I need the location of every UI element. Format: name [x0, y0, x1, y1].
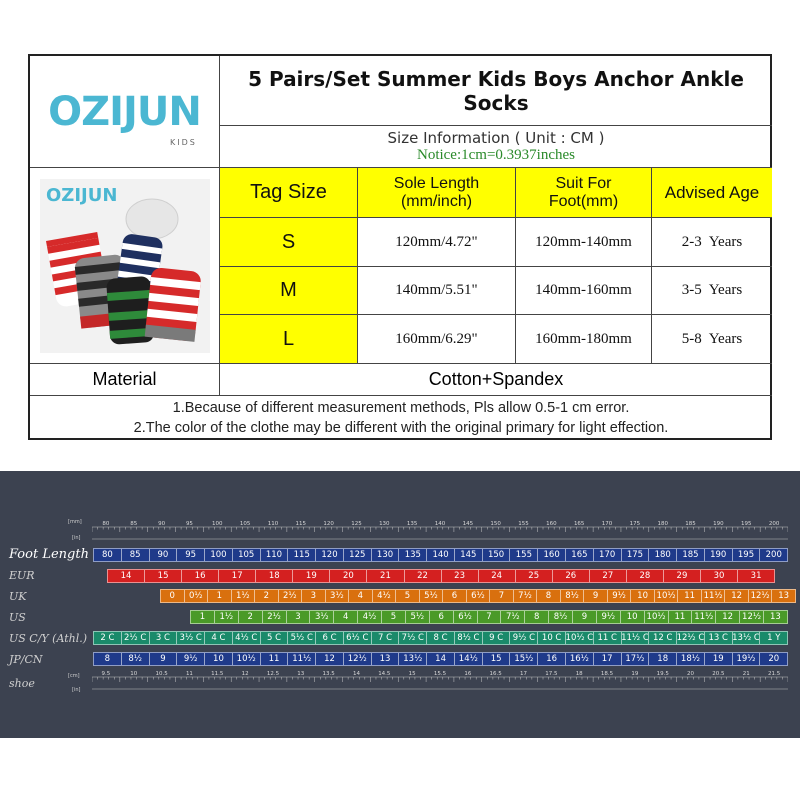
band-cell: 8½ C: [455, 632, 483, 644]
band-cell: 14: [108, 570, 145, 582]
band-cell: 6½: [467, 590, 491, 602]
band-cell: 12½: [749, 590, 773, 602]
ruler-label: 105: [239, 521, 251, 527]
band-cell: 18: [649, 653, 677, 665]
ruler-label: 15.5: [433, 671, 447, 677]
brand-logo: [48, 88, 201, 147]
band-cell: 9: [150, 653, 178, 665]
band-cell: 185: [677, 549, 705, 561]
product-photo: [40, 179, 210, 353]
age-l: 5-8 Years: [652, 315, 772, 364]
sole-length-l: 160mm/6.29": [358, 315, 516, 364]
band-cell: 17½: [622, 653, 650, 665]
band-cell: 8: [94, 653, 122, 665]
ruler-label: 85: [130, 521, 138, 527]
brand-logo-sub: KIDS: [170, 137, 197, 147]
size-info-notice: Notice:1cm=0.3937inches: [416, 147, 575, 163]
ruler-label: 185: [685, 521, 696, 527]
ruler-label: 170: [601, 521, 613, 527]
ruler-label: 10.5: [155, 671, 168, 677]
band-cell: 7½: [514, 590, 538, 602]
ruler-label: 13.5: [322, 671, 335, 677]
ruler-label: 175: [629, 521, 641, 527]
band-cell: 12½ C: [677, 633, 705, 643]
band-cell: 110: [261, 549, 289, 561]
band-cell: 12 C: [649, 632, 677, 644]
band-cell: 12½: [344, 653, 372, 665]
band-cell: 15: [483, 653, 511, 665]
header-suit-foot: Suit For Foot(mm): [516, 168, 652, 218]
band-cell: 1 Y: [767, 633, 781, 643]
material-value: Cotton+Spandex: [220, 364, 772, 396]
ruler-label: 12.5: [266, 671, 280, 677]
band-us-cy: [93, 631, 788, 645]
band-cell: 1½: [215, 611, 239, 623]
band-cell: 25: [516, 570, 553, 582]
label-uk: UK: [9, 590, 27, 603]
band-cell: 200: [765, 550, 782, 560]
band-cell: 8½: [561, 590, 585, 602]
ruler-label: 135: [406, 521, 418, 527]
ruler-label: 190: [713, 521, 724, 527]
band-cell: 11 C: [594, 632, 622, 644]
band-cell: 8½: [122, 653, 150, 665]
age-s: 2-3 Years: [652, 218, 772, 267]
band-cell: 175: [622, 549, 650, 561]
label-us-cy: US C/Y (Athl.): [9, 632, 88, 645]
foot-range-m: 140mm-160mm: [516, 267, 652, 315]
ruler-label: 120: [323, 521, 334, 527]
band-cell: 16: [182, 570, 219, 582]
band-cell: 16½: [566, 653, 594, 665]
band-cell: 2½ C: [122, 632, 150, 644]
band-cell: 80: [94, 549, 122, 561]
band-jp-cn: [93, 652, 788, 666]
band-cell: 10: [631, 590, 655, 602]
band-cell: 22: [405, 570, 442, 582]
band-cell: 19: [705, 653, 733, 665]
ruler-label: 200: [768, 521, 780, 527]
ruler-label: 160: [546, 521, 557, 527]
band-cell: 11½ C: [621, 633, 649, 643]
ruler-label: 21.5: [767, 671, 781, 677]
band-cell: 10½ C: [566, 633, 594, 643]
band-cell: 19: [293, 570, 330, 582]
band-cell: 15: [145, 570, 182, 582]
band-cell: 28: [627, 570, 664, 582]
band-cell: 7: [490, 590, 514, 602]
band-cell: 8: [537, 590, 561, 602]
band-cell: 12: [316, 653, 344, 665]
ruler-label: 155: [518, 521, 529, 527]
band-cell: 5 C: [261, 632, 289, 644]
size-tag-s: S: [220, 218, 358, 267]
ruler-label: 13: [297, 671, 305, 677]
ruler-label: 16: [464, 671, 472, 677]
band-cell: 12½: [740, 611, 764, 623]
band-cell: 7: [478, 611, 502, 623]
ruler-label: 16.5: [489, 671, 502, 677]
band-cell: 170: [594, 549, 622, 561]
band-cell: 26: [553, 570, 590, 582]
band-cell: 5: [382, 611, 406, 623]
band-cell: 90: [150, 549, 178, 561]
band-cell: 1: [208, 590, 232, 602]
bottom-ruler-unit-cm: [cm]: [68, 673, 80, 679]
band-cell: 4½ C: [233, 632, 261, 644]
ruler-label: 90: [158, 521, 166, 527]
band-cell: 4: [334, 611, 358, 623]
band-cell: 2: [255, 590, 279, 602]
band-cell: 10: [205, 653, 233, 665]
photo-logo: OZIJUN: [45, 184, 117, 206]
band-cell: 11: [261, 653, 289, 665]
band-cell: 17: [219, 570, 256, 582]
band-cell: 19½: [733, 653, 761, 665]
bottom-ruler-ticks: [92, 671, 788, 699]
brand-logo-cell: [30, 56, 220, 168]
band-cell: 100: [205, 549, 233, 561]
band-cell: 11: [678, 590, 702, 602]
ruler-label: 9.5: [101, 671, 111, 677]
header-advised-age: Advised Age: [652, 168, 772, 218]
band-cell: 190: [705, 549, 733, 561]
ruler-label: 14: [352, 671, 360, 677]
ruler-label: 80: [102, 521, 110, 527]
size-info: [220, 126, 772, 168]
band-cell: 10½: [655, 590, 679, 602]
band-cell: 125: [344, 549, 372, 561]
band-cell: 2: [239, 611, 263, 623]
band-cell: 180: [649, 549, 677, 561]
band-cell: 12: [716, 611, 740, 623]
band-cell: 14½: [455, 653, 483, 665]
band-cell: 2½: [263, 611, 287, 623]
band-cell: 5½ C: [288, 632, 316, 644]
band-cell: 165: [566, 549, 594, 561]
band-cell: 3½ C: [177, 632, 205, 644]
ruler-label: 180: [657, 521, 668, 527]
band-cell: 12: [725, 590, 749, 602]
band-cell: 9: [573, 611, 597, 623]
ruler-label: 20: [687, 671, 695, 677]
note-2: 2.The color of the clothe may be different with the original primary for light effection.: [133, 420, 669, 436]
ruler-label: 21: [742, 671, 750, 677]
ruler-label: 95: [185, 521, 193, 527]
ruler-label: 165: [573, 521, 585, 527]
band-cell: 130: [372, 549, 400, 561]
band-cell: 9½ C: [510, 632, 538, 644]
bottom-ruler: [92, 671, 788, 699]
band-cell: 31: [750, 571, 762, 581]
band-cell: 10: [621, 611, 645, 623]
bottom-ruler-unit-in: [in]: [72, 687, 81, 693]
band-cell: 23: [442, 570, 479, 582]
band-cell: 145: [455, 549, 483, 561]
socks-illustration: [40, 179, 210, 353]
band-cell: 3 C: [150, 632, 178, 644]
foot-range-l: 160mm-180mm: [516, 315, 652, 364]
band-cell: 140: [427, 549, 455, 561]
band-cell: 13½: [399, 653, 427, 665]
label-us: US: [9, 611, 26, 624]
band-cell: 18: [256, 570, 293, 582]
band-cell: 105: [233, 549, 261, 561]
band-cell: 6½: [454, 611, 478, 623]
band-cell: 11½: [288, 653, 316, 665]
notes: [30, 396, 772, 440]
ruler-label: 100: [212, 521, 223, 527]
band-cell: 0: [161, 590, 185, 602]
band-cell: 6½ C: [344, 632, 372, 644]
product-image-cell: [30, 168, 220, 364]
band-cell: 4: [349, 590, 373, 602]
band-cell: 6: [443, 590, 467, 602]
size-info-unit: Size Information ( Unit : CM ): [387, 129, 605, 147]
header-sole-length: Sole Length (mm/inch): [358, 168, 516, 218]
band-cell: 9 C: [483, 632, 511, 644]
band-cell: 5: [396, 590, 420, 602]
band-cell: 4½: [358, 611, 382, 623]
band-cell: 150: [483, 549, 511, 561]
band-cell: 5½: [420, 590, 444, 602]
size-tag-l: L: [220, 315, 358, 364]
band-cell: 10½: [233, 653, 261, 665]
band-cell: 9½: [597, 611, 621, 623]
top-ruler-ticks: [92, 517, 788, 545]
band-cell: 1½: [232, 590, 256, 602]
ruler-label: 20.5: [712, 671, 725, 677]
band-cell: 4 C: [205, 632, 233, 644]
foot-range-s: 120mm-140mm: [516, 218, 652, 267]
band-cell: 30: [701, 570, 738, 582]
band-cell: 3: [287, 611, 311, 623]
size-conversion-chart: [0, 471, 800, 738]
ruler-label: 19: [631, 671, 639, 677]
band-cell: 4½: [373, 590, 397, 602]
band-cell: 2 C: [94, 632, 122, 644]
band-cell: 15½: [510, 653, 538, 665]
band-cell: 9½: [177, 653, 205, 665]
band-uk: [160, 589, 796, 603]
band-cell: 7 C: [372, 632, 400, 644]
ruler-label: 18.5: [600, 671, 614, 677]
size-tag-m: M: [220, 267, 358, 315]
material-label: Material: [30, 364, 220, 396]
band-cell: 95: [177, 549, 205, 561]
band-cell: 17: [594, 653, 622, 665]
band-cell: 120: [316, 549, 344, 561]
band-cell: 29: [664, 570, 701, 582]
band-cell: 11: [669, 611, 693, 623]
band-cell: 135: [399, 549, 427, 561]
band-cell: 16: [538, 653, 566, 665]
ruler-label: 11.5: [211, 671, 224, 677]
ruler-label: 125: [351, 521, 362, 527]
ruler-label: 18: [575, 671, 583, 677]
ruler-label: 145: [462, 521, 474, 527]
band-cell: 8½: [549, 611, 573, 623]
band-cell: 20: [330, 570, 367, 582]
ruler-label: 19.5: [656, 671, 669, 677]
ruler-label: 12: [241, 671, 249, 677]
band-cell: 5½: [406, 611, 430, 623]
band-cell: 3½: [310, 611, 334, 623]
header-tag-size: Tag Size: [220, 168, 358, 218]
ruler-label: 195: [740, 521, 752, 527]
band-cell: 20: [768, 654, 780, 664]
band-cell: 8 C: [427, 632, 455, 644]
band-cell: 7½: [501, 611, 525, 623]
band-cell: 13: [778, 591, 790, 601]
band-cell: 0½: [185, 590, 209, 602]
ruler-label: 115: [295, 521, 307, 527]
band-cell: 9: [584, 590, 608, 602]
band-cell: 85: [122, 549, 150, 561]
product-title: 5 Pairs/Set Summer Kids Boys Anchor Ankle Socks: [220, 56, 772, 126]
band-cell: 11½: [702, 590, 726, 602]
band-cell: 9½: [608, 590, 632, 602]
ruler-label: 17: [520, 671, 528, 677]
size-table: [28, 54, 772, 440]
band-cell: 3½: [326, 590, 350, 602]
band-cell: 13½ C: [732, 633, 760, 643]
ruler-label: 110: [267, 521, 279, 527]
sole-length-m: 140mm/5.51": [358, 267, 516, 315]
sole-length-s: 120mm/4.72": [358, 218, 516, 267]
ruler-label: 17.5: [545, 671, 558, 677]
top-ruler: [92, 517, 788, 545]
band-cell: 11½: [692, 611, 716, 623]
ruler-label: 11: [185, 671, 193, 677]
band-cell: 10 C: [538, 632, 566, 644]
band-cell: 115: [288, 549, 316, 561]
band-cell: 27: [590, 570, 627, 582]
band-cell: 13: [372, 653, 400, 665]
note-1: 1.Because of different measurement methods, Pls allow 0.5-1 cm error.: [172, 400, 630, 416]
band-cell: 160: [538, 549, 566, 561]
band-cell: 21: [367, 570, 404, 582]
band-us: [190, 610, 788, 624]
band-cell: 7½ C: [399, 632, 427, 644]
ruler-label: 130: [379, 521, 390, 527]
band-cell: 14: [427, 653, 455, 665]
ruler-label: 140: [434, 521, 446, 527]
band-cell: 2½: [279, 590, 303, 602]
band-cell: 195: [733, 549, 761, 561]
label-jp-cn: JP/CN: [9, 653, 43, 666]
band-cell: 18½: [677, 653, 705, 665]
ruler-label: 14.5: [378, 671, 391, 677]
top-ruler-unit-mm: [mm]: [68, 519, 82, 525]
label-foot-length: Foot Length: [9, 547, 89, 562]
band-foot-length: [93, 548, 788, 562]
ruler-label: 15: [408, 671, 416, 677]
age-m: 3-5 Years: [652, 267, 772, 315]
band-cell: 13: [770, 612, 781, 622]
band-cell: 3: [302, 590, 326, 602]
band-cell: 1: [191, 611, 215, 623]
top-ruler-unit-in: [in]: [72, 535, 81, 541]
band-cell: 24: [479, 570, 516, 582]
brand-logo-text: OZIJUN: [48, 88, 201, 135]
band-eur: [107, 569, 775, 583]
band-cell: 6 C: [316, 632, 344, 644]
label-shoe: shoe: [9, 677, 35, 690]
band-cell: 6: [430, 611, 454, 623]
ruler-label: 150: [490, 521, 501, 527]
ruler-label: 10: [130, 671, 138, 677]
band-cell: 10½: [645, 611, 669, 623]
band-cell: 155: [510, 549, 538, 561]
label-eur: EUR: [9, 569, 35, 582]
band-cell: 13 C: [705, 632, 733, 644]
band-cell: 8: [525, 611, 549, 623]
